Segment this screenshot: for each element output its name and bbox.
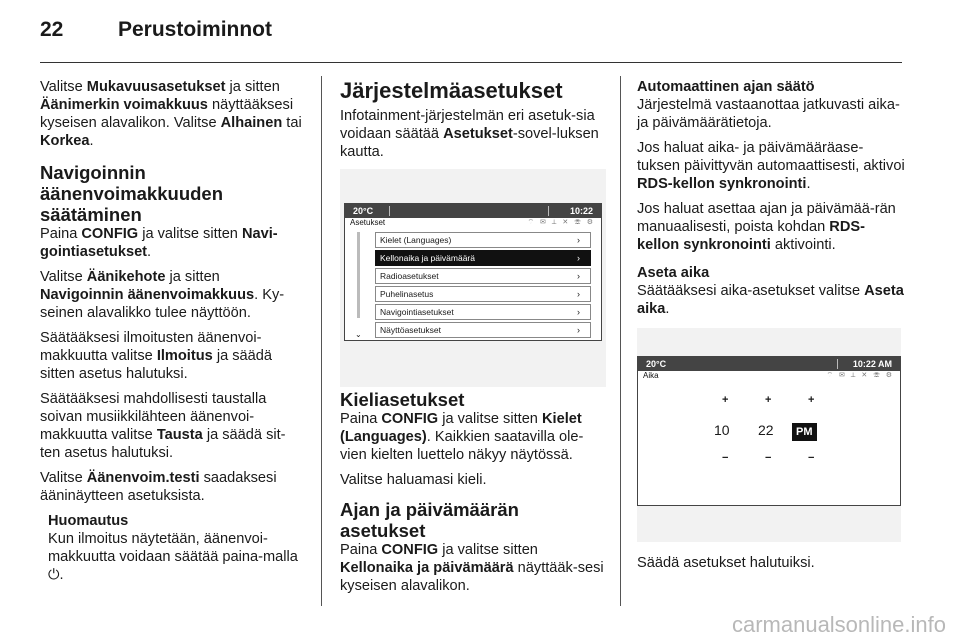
hour-value: 10	[714, 422, 730, 438]
column-2	[340, 78, 606, 602]
paragraph: Jos haluat aika- ja päivämääräase-tuksen päivittyvän automaattisesti, aktivoi RDS-kellon synkronointi.	[637, 140, 905, 192]
header-rule	[40, 62, 902, 63]
paragraph: Valitse Äänenvoim.testi saadaksesi ääninäytteen asetuksista.	[40, 470, 277, 504]
chevron-right-icon: ›	[577, 325, 580, 335]
time-screenshot	[637, 328, 901, 542]
section-heading: Järjestelmäasetukset	[340, 78, 563, 103]
column-divider	[620, 76, 621, 606]
paragraph: Säädä asetukset halutuiksi.	[637, 555, 815, 571]
menu-item-label: Näyttöasetukset	[380, 325, 441, 335]
status-bar: 20°C 10:22 AM	[638, 357, 900, 371]
paragraph: Valitse Mukavuusasetukset ja sitten Äänimerkin voimakkuus näyttääksesi kyseisen alavalikon. Valitse Alhainen tai Korkea.	[40, 79, 302, 149]
note-text: Kun ilmoitus näytetään, äänenvoi-makkuutta voidaan säätää paina-malla ⏻.	[48, 531, 298, 583]
note-title: Huomautus	[48, 513, 129, 529]
chevron-right-icon: ›	[577, 289, 580, 299]
paragraph: Säätääksesi ilmoitusten äänenvoi-makkuutta valitse Ilmoitus ja säädä sitten asetus halutuksi.	[40, 330, 272, 382]
subheading: Automaattinen ajan säätö	[637, 79, 815, 95]
minute-value: 22	[758, 422, 774, 438]
paragraph: Paina CONFIG ja valitse sitten Kellonaika ja päivämäärä näyttääk-sesi kyseisen alavalikon.	[340, 542, 604, 594]
screen-subtitle: Asetukset ⌔ ✉ ⟂ ✕ ☏ ⚙	[350, 218, 595, 227]
paragraph: Järjestelmä vastaanottaa jatkuvasti aika- ja päivämäärätietoja.	[637, 97, 900, 131]
settings-menu	[375, 232, 591, 340]
minute-plus-button[interactable]: +	[765, 394, 772, 406]
note-box	[48, 512, 302, 584]
hour-plus-button[interactable]: +	[722, 394, 729, 406]
page-number: 22	[40, 18, 64, 41]
chevron-right-icon: ›	[577, 271, 580, 281]
subheading: Aseta aika	[637, 265, 710, 281]
column-3	[637, 78, 905, 579]
paragraph: Säätääksesi mahdollisesti taustalla soivan musiikkilähteen äänenvoi-makkuutta valitse Tausta ja säädä sit-ten asetus halutuksi.	[40, 391, 286, 461]
menu-item-label: Kellonaika ja päivämäärä	[380, 253, 475, 263]
minute-minus-button[interactable]: −	[765, 452, 772, 464]
settings-screen	[344, 203, 602, 341]
ampm-value: PM	[792, 423, 817, 441]
time-screen	[637, 356, 901, 506]
menu-item[interactable]	[375, 268, 591, 284]
hour-minus-button[interactable]: −	[722, 452, 729, 464]
menu-item-label: Radioasetukset	[380, 271, 439, 281]
chevron-right-icon: ›	[577, 253, 580, 263]
menu-item[interactable]	[375, 322, 591, 338]
menu-item-label: Puhelinasetus	[380, 289, 434, 299]
scroll-down-icon[interactable]: ⌄	[355, 330, 362, 339]
menu-item-label: Kielet (Languages)	[380, 235, 452, 245]
ampm-minus-button[interactable]: −	[808, 452, 815, 464]
screen-subtitle: Aika ⌔ ✉ ⟂ ✕ ☏ ⚙	[643, 371, 894, 380]
paragraph: Paina CONFIG ja valitse sitten Kielet (Languages). Kaikkien saatavilla ole-vien kielten luettelo näkyy näytössä.	[340, 411, 584, 463]
status-icons: ⌔ ✉ ⟂ ✕ ☏ ⚙	[826, 372, 894, 379]
chevron-right-icon: ›	[577, 235, 580, 245]
watermark: carmanualsonline.info	[731, 612, 946, 637]
paragraph: Jos haluat asettaa ajan ja päivämää-rän manuaalisesti, poista kohdan RDS-kellon synkronointi aktivointi.	[637, 201, 896, 253]
menu-item-label: Navigointiasetukset	[380, 307, 454, 317]
menu-item[interactable]	[375, 232, 591, 248]
paragraph: Valitse Äänikehote ja sitten Navigoinnin äänenvoimakkuus. Ky-seinen alavalikko tulee näyttöön.	[40, 269, 285, 321]
menu-item[interactable]	[375, 286, 591, 302]
power-icon: ⏻	[48, 567, 60, 583]
status-icons: ⌔ ✉ ⟂ ✕ ☏ ⚙	[527, 219, 595, 226]
column-divider	[321, 76, 322, 606]
menu-item[interactable]	[375, 304, 591, 320]
column-1	[40, 78, 302, 584]
chapter-title: Perustoiminnot	[118, 18, 273, 41]
section-heading: Ajan ja päivämäärän asetukset	[340, 499, 519, 541]
menu-item[interactable]	[375, 250, 591, 266]
scrollbar[interactable]	[357, 232, 360, 318]
section-heading: Navigoinnin äänenvoimakkuuden säätäminen	[40, 162, 224, 225]
page-header	[40, 18, 273, 42]
paragraph: Valitse haluamasi kieli.	[340, 472, 487, 488]
paragraph: Paina CONFIG ja valitse sitten Navi-gointiasetukset.	[40, 226, 278, 260]
settings-screenshot	[340, 169, 606, 387]
chevron-right-icon: ›	[577, 307, 580, 317]
status-bar: 20°C 10:22	[345, 204, 601, 218]
paragraph: Infotainment-järjestelmän eri asetuk-sia voidaan säätää Asetukset-sovel-luksen kautta.	[340, 108, 599, 160]
paragraph: Säätääksesi aika-asetukset valitse Aseta aika.	[637, 283, 904, 317]
ampm-plus-button[interactable]: +	[808, 394, 815, 406]
section-heading: Kieliasetukset	[340, 389, 465, 410]
